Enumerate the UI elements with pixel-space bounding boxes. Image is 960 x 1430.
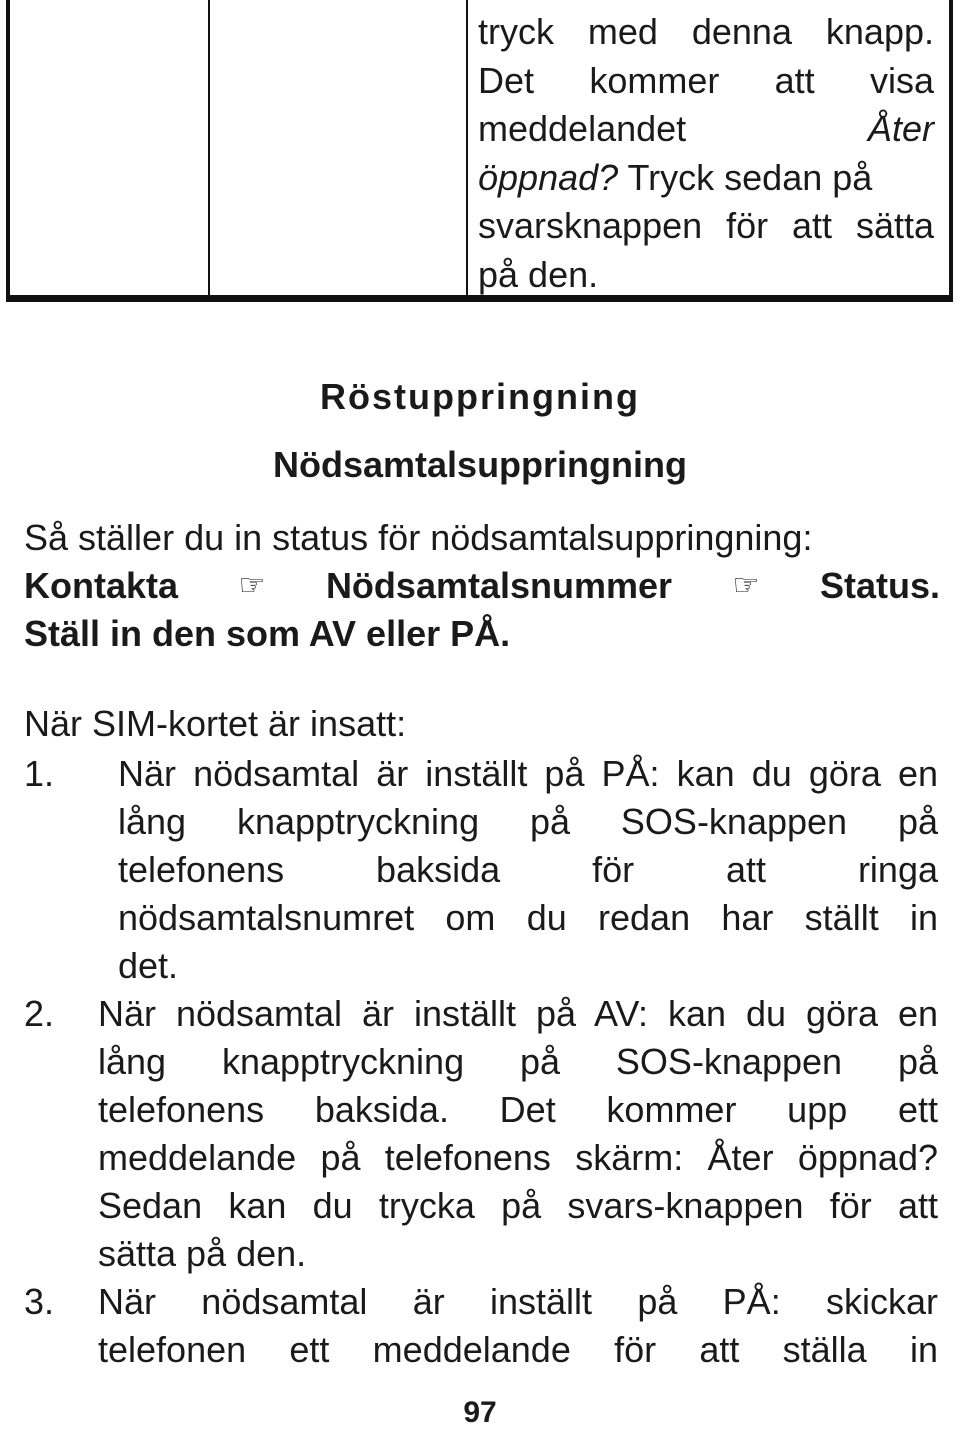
table-cell-text [478, 8, 934, 299]
cell-line [478, 154, 934, 203]
list-line: telefonens baksida för att ringa [118, 849, 938, 890]
section-subtitle: Nödsamtalsuppringning [273, 444, 687, 485]
list-line: meddelande på telefonens skärm: Åter öppnad? [98, 1137, 938, 1178]
intro-paragraph [24, 514, 940, 658]
cell-italic: öppnad? [478, 156, 619, 198]
list-line: nödsamtalsnumret om du redan har ställt in [118, 897, 938, 938]
pointing-hand-icon: ☞ [238, 569, 266, 602]
cell-italic: Åter [867, 108, 934, 149]
cell-text: meddelandet [478, 108, 687, 149]
cell-text: Tryck sedan på [627, 156, 873, 198]
list-line: telefonen ett meddelande för att ställa in [98, 1329, 938, 1370]
menu-path-item: Kontakta [24, 565, 179, 606]
cell-line: tryck med denna knapp. [478, 11, 934, 52]
cell-line: Det kommer att visa [478, 59, 934, 101]
cell-line: svarsknappen för att sätta [478, 205, 934, 246]
table-border-right [949, 0, 953, 302]
list-item-number: 1. [24, 753, 55, 794]
cell-line: på den. [478, 253, 599, 295]
list-line: När nödsamtal är inställt på AV: kan du göra en [98, 993, 938, 1034]
list-item [98, 1278, 938, 1374]
list-line: telefonens baksida. Det kommer upp ett [98, 1089, 938, 1130]
list-line: lång knapptryckning på SOS-knappen på [98, 1041, 938, 1082]
list-item-number: 3. [24, 1281, 55, 1322]
sim-label [24, 700, 940, 748]
table-divider-1 [208, 0, 210, 302]
list-line: Sedan kan du trycka på svars-knappen för att [98, 1185, 938, 1226]
list-line: När nödsamtal är inställt på PÅ: skickar [98, 1281, 938, 1322]
table-divider-2 [466, 0, 468, 302]
list-item [98, 990, 938, 1278]
intro-line: Ställ in den som AV eller PÅ. [24, 613, 511, 654]
list-item [118, 750, 938, 990]
page-number: 97 [463, 1396, 497, 1429]
menu-path-item: Nödsamtalsnummer [325, 565, 673, 606]
table-border-left [6, 0, 10, 302]
sim-label-text: När SIM-kortet är insatt: [24, 703, 407, 744]
list-line: det. [118, 945, 179, 986]
pointing-hand-icon: ☞ [732, 569, 760, 602]
section-title: Röstuppringning [320, 376, 640, 417]
list-line: lång knapptryckning på SOS-knappen på [118, 801, 938, 842]
list-line: sätta på den. [98, 1233, 307, 1274]
list-item-number: 2. [24, 993, 55, 1034]
menu-path [24, 562, 940, 610]
menu-path-item: Status. [819, 565, 940, 606]
list-line: När nödsamtal är inställt på PÅ: kan du göra en [118, 753, 938, 794]
cell-line [478, 105, 934, 154]
intro-line: Så ställer du in status för nödsamtalsuppringning: [24, 517, 813, 558]
